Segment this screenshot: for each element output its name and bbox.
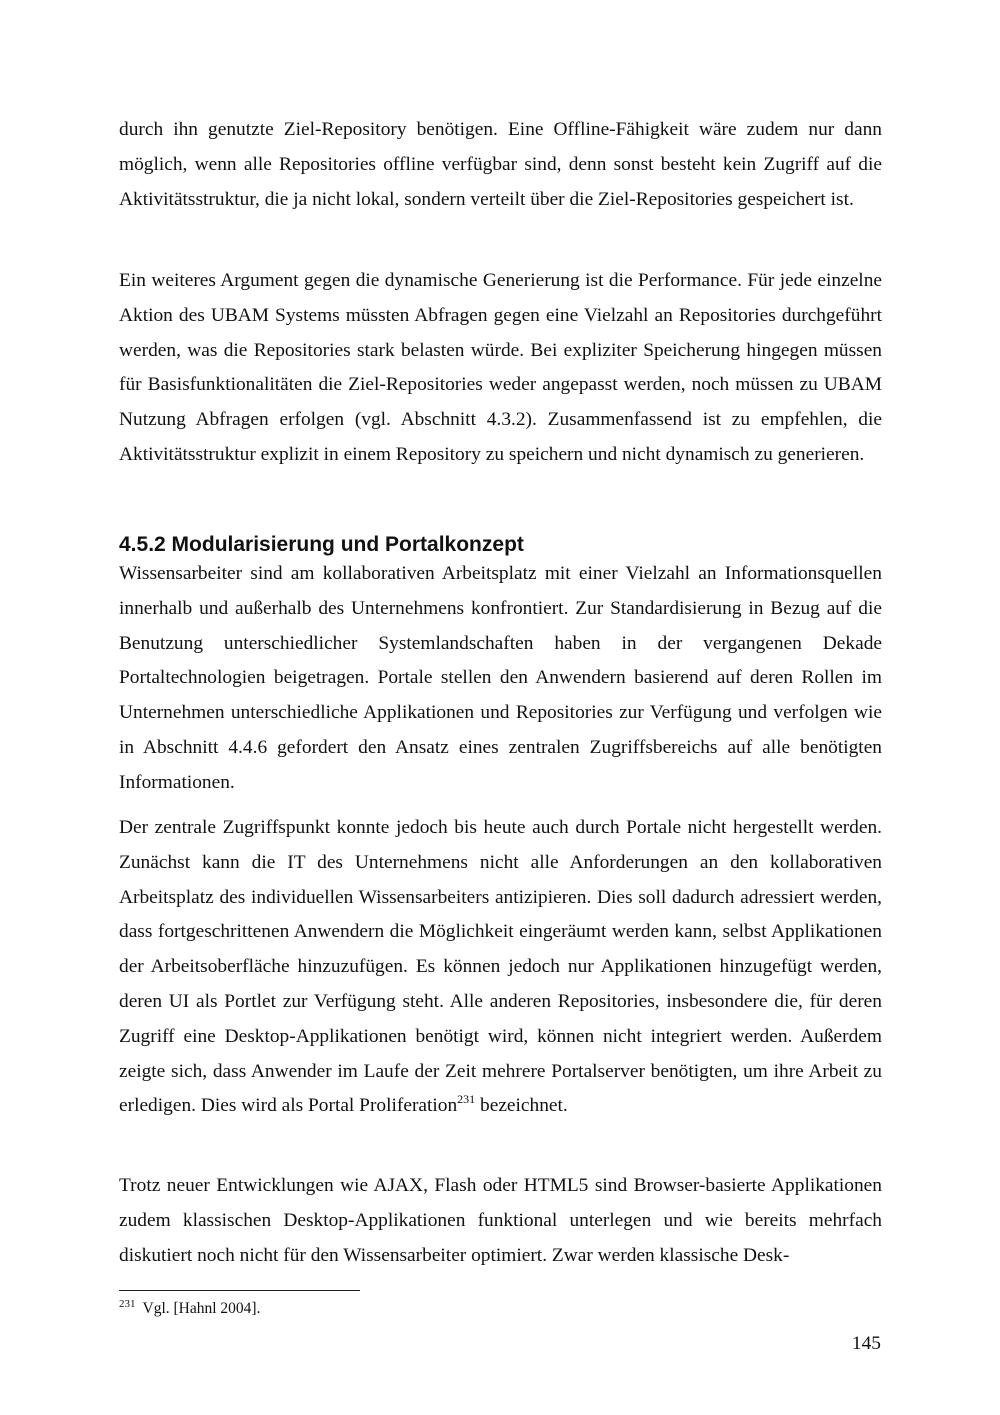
paragraph-3: Wissensarbeiter sind am kollaborativen Arbeitsplatz mit einer Vielzahl an Informationsquellen innerhalb und außerhalb des Unternehmens konfrontiert. Zur Standardisierung in Bezug auf die Benutzung unterschiedlicher Systemlandschaften haben in der vergangenen Dekade Portaltechnologien beigetragen. Portale stellen den Anwendern basierend auf deren Rollen im Unternehmen unterschiedliche Applikationen und Repositories zur Verfügung und verfolgen wie in Abschnitt 4.4.6 gefordert den Ansatz eines zentralen Zugriffsbereichs auf alle benötigten Informationen. [119,563,882,793]
paragraph-4 [119,811,882,1124]
footnote-divider [119,1290,360,1291]
page-number: 145 [851,1333,881,1354]
footnote-reference: 231 [457,1092,476,1107]
paragraph-5: Trotz neuer Entwicklungen wie AJAX, Flash oder HTML5 sind Browser-basierte Applikationen zudem klassischen Desktop-Applikationen funktional unterlegen und wie bereits mehrfach diskutiert noch nicht für den Wissensarbeiter optimiert. Zwar werden klassische Desk- [119,1175,882,1266]
paragraph-4-tail: bezeichnet. [475,1095,568,1117]
footnote [119,1298,719,1320]
section-heading: 4.5.2 Modularisierung und Portalkonzept [119,533,524,556]
paragraph-1: durch ihn genutzte Ziel-Repository benötigen. Eine Offline-Fähigkeit wäre zudem nur dann möglich, wenn alle Repositories offline verfügbar sind, denn sonst besteht kein Zugriff auf die Aktivitätsstruktur, die ja nicht lokal, sondern verteilt über die Ziel-Repositories gespeichert ist. [119,119,882,210]
paragraph-4-text: Der zentrale Zugriffspunkt konnte jedoch bis heute auch durch Portale nicht hergestellt werden. Zunächst kann die IT des Unternehmens nicht alle Anforderungen an den kollaborativen Arbeitsplatz des individuellen Wissensarbeiters antizipieren. Dies soll dadurch adressiert werden, dass fortgeschrittenen Anwendern die Möglichkeit eingeräumt werden kann, selbst Applikationen der Arbeitsoberfläche hinzuzufügen. Es können jedoch nur Applikationen hinzugefügt werden, deren UI als Portlet zur Verfügung steht. Alle anderen Repositories, insbesondere die, für deren Zugriff eine Desktop-Applikationen benötigt wird, können nicht integriert werden. Außerdem zeigte sich, dass Anwender im Laufe der Zeit mehrere Portalserver benötigten, um ihre Arbeit zu erledigen. Dies wird als Portal Proliferation [119,817,882,1117]
footnote-number: 231 [119,1298,136,1310]
footnote-text: Vgl. [Hahnl 2004]. [142,1300,261,1317]
paragraph-2: Ein weiteres Argument gegen die dynamische Generierung ist die Performance. Für jede einzelne Aktion des UBAM Systems müssten Abfragen gegen eine Vielzahl an Repositories durchgeführt werden, was die Repositories stark belasten würde. Bei expliziter Speicherung hingegen müssen für Basisfunktionalitäten die Ziel-Repositories weder angepasst werden, noch müssen zu UBAM Nutzung Abfragen erfolgen (vgl. Abschnitt 4.3.2). Zusammenfassend ist zu empfehlen, die Aktivitätsstruktur explizit in einem Repository zu speichern und nicht dynamisch zu generieren. [119,270,882,465]
